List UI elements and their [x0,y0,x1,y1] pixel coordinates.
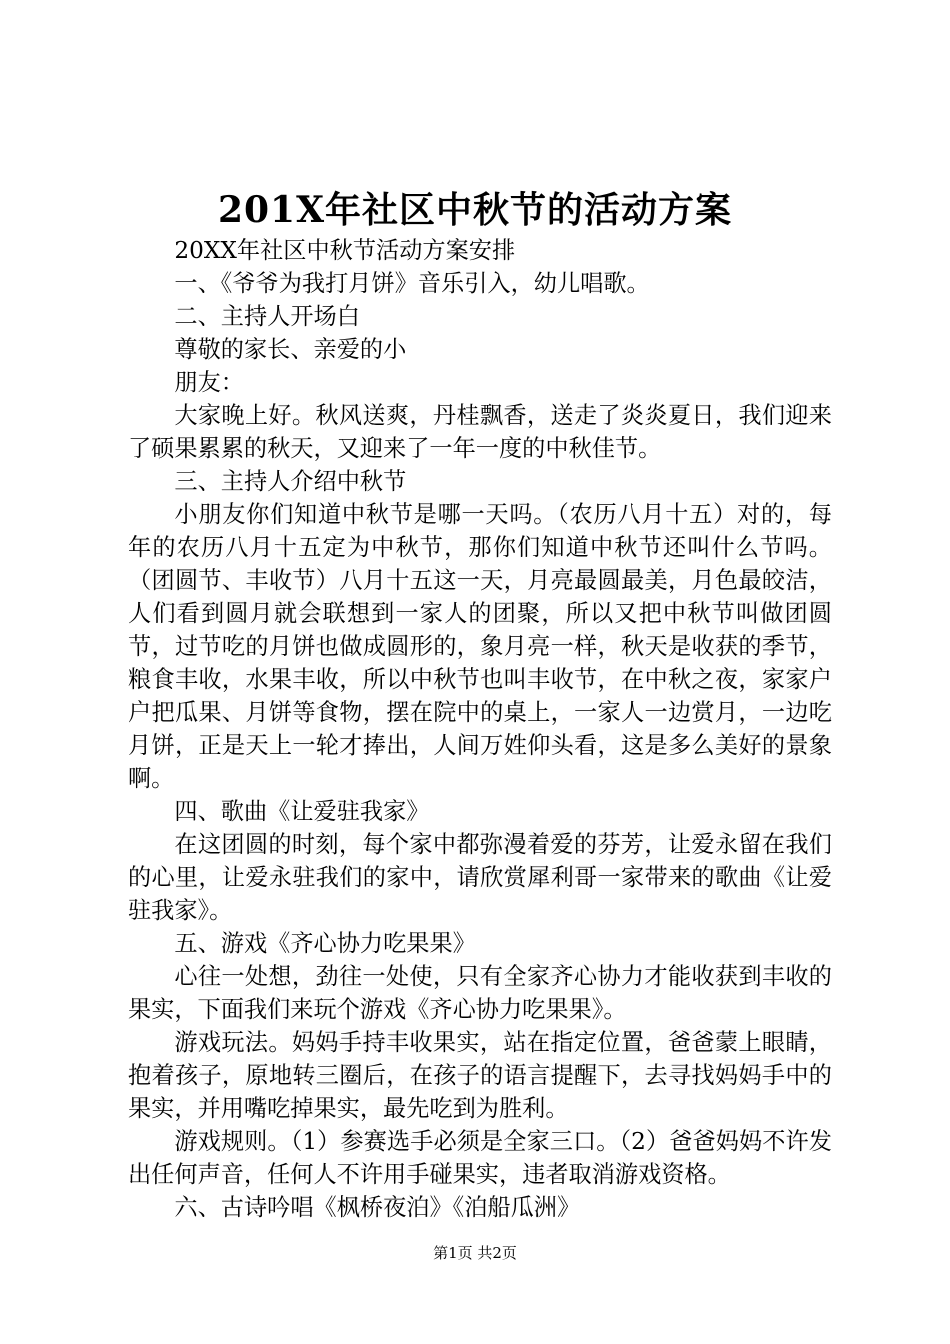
paragraph-section-5: 五、游戏《齐心协力吃果果》 [174,930,476,957]
paragraph-greeting: 尊敬的家长、亲爱的小 [174,336,407,363]
document-body [128,234,832,1224]
paragraph-game-rules: 游戏规则。（1）参赛选手必须是全家三口。（2）爸爸妈妈不许发出任何声音，任何人不许用手碰果实，违者取消游戏资格。 [128,1128,832,1188]
paragraph-greeting-cont: 朋友： [174,369,244,396]
paragraph-section-4: 四、歌曲《让爱驻我家》 [174,798,430,825]
paragraph-game-intro: 心往一处想，劲往一处使，只有全家齐心协力才能收获到丰收的果实，下面我们来玩个游戏《齐心协力吃果果》。 [128,963,832,1023]
paragraph-plan-heading: 20XX年社区中秋节活动方案安排 [174,237,516,264]
paragraph-opening-speech: 大家晚上好。秋风送爽，丹桂飘香，送走了炎炎夏日，我们迎来了硕果累累的秋天，又迎来了一年一度的中秋佳节。 [128,402,832,462]
page-number-footer: 第1页 共2页 [433,1244,517,1262]
paragraph-section-1: 一、《爷爷为我打月饼》音乐引入，幼儿唱歌。 [174,270,650,297]
paragraph-section-6: 六、古诗吟唱《枫桥夜泊》《泊船瓜洲》 [174,1194,581,1221]
paragraph-mid-autumn-intro: 小朋友你们知道中秋节是哪一天吗。（农历八月十五）对的，每年的农历八月十五定为中秋节，那你们知道中秋节还叫什么节吗。（团圆节、丰收节）八月十五这一天，月亮最圆最美，月色最皎洁，人们看到圆月就会联想到一家人的团聚，所以又把中秋节叫做团圆节，过节吃的月饼也做成圆形的，象月亮一样，秋天是收获的季节，粮食丰收，水果丰收，所以中秋节也叫丰收节，在中秋之夜，家家户户把瓜果、月饼等食物，摆在院中的桌上，一家人一边赏月，一边吃月饼，正是天上一轮才捧出，人间万姓仰头看，这是多么美好的景象啊。 [128,501,832,792]
paragraph-section-2: 二、主持人开场白 [174,303,360,330]
paragraph-song-intro: 在这团圆的时刻，每个家中都弥漫着爱的芬芳，让爱永留在我们的心里，让爱永驻我们的家中，请欣赏犀利哥一家带来的歌曲《让爱驻我家》。 [128,831,832,924]
document-title: 201X年社区中秋节的活动方案 [217,189,733,231]
paragraph-section-3: 三、主持人介绍中秋节 [174,468,407,495]
paragraph-game-method: 游戏玩法。妈妈手持丰收果实，站在指定位置，爸爸蒙上眼睛，抱着孩子，原地转三圈后，在孩子的语言提醒下，去寻找妈妈手中的果实，并用嘴吃掉果实，最先吃到为胜利。 [128,1029,832,1122]
